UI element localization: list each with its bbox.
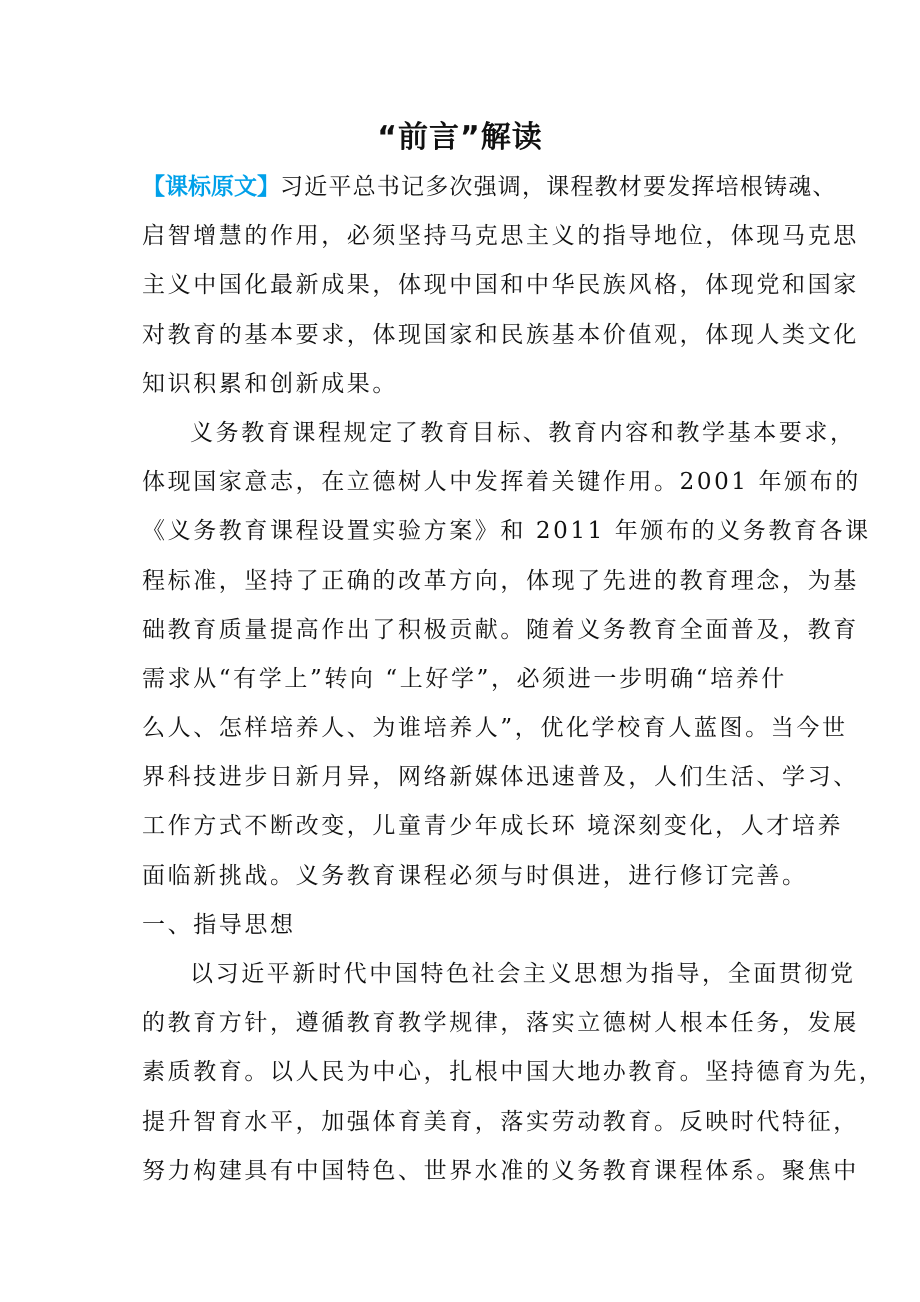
text-line: 以习近平新时代中国特色社会主义思想为指导，全面贯彻党 [190, 961, 856, 987]
text-line: 知识积累和创新成果。 [142, 370, 398, 397]
text-line: 启智增慧的作用，必须坚持马克思主义的指导地位，体现马克思 [142, 223, 859, 250]
text-line: 提升智育水平，加强体育美育，落实劳动教育。反映时代特征， [142, 1108, 859, 1135]
page-title: “前言”解读 [377, 120, 543, 155]
text-line: 素质教育。以人民为中心，扎根中国大地办教育。坚持德育为先， [142, 1059, 885, 1086]
text-line: 主义中国化最新成果，体现中国和中华民族风格，体现党和国家 [142, 272, 859, 299]
text-line: 需求从“有学上”转向 “上好学”，必须进一步明确“培养什 [142, 665, 787, 692]
text-line: 体现国家意志，在立德树人中发挥着关键作用。2001 年颁布的 [142, 469, 861, 496]
source-label: 【课标原文】 [142, 174, 280, 200]
text-line: 程标准，坚持了正确的改革方向，体现了先进的教育理念，为基 [142, 567, 859, 594]
text-line: 的教育方针，遵循教育教学规律，落实立德树人根本任务，发展 [142, 1010, 859, 1037]
text-line: 义务教育课程规定了教育目标、教育内容和教学基本要求， [190, 419, 856, 446]
text-line: 《义务教育课程设置实验方案》和 2011 年颁布的义务教育各课 [142, 518, 871, 545]
text-line: 础教育质量提高作出了积极贡献。随着义务教育全面普及，教育 [142, 616, 859, 643]
text-line: 么人、怎样培养人、为谁培养人”，优化学校育人蓝图。当今世 [142, 715, 848, 742]
document-body [142, 163, 885, 1196]
text-line: 努力构建具有中国特色、世界水准的义务教育课程体系。聚焦中 [142, 1157, 859, 1184]
text-line: 工作方式不断改变，儿童青少年成长环 境深刻变化，人才培养 [142, 813, 844, 840]
text-line: 对教育的基本要求，体现国家和民族基本价值观，体现人类文化 [142, 321, 859, 348]
text-line: 面临新挑战。义务教育课程必须与时俱进，进行修订完善。 [142, 862, 808, 889]
text-line-content: 习近平总书记多次强调，课程教材要发挥培根铸魂、 [280, 174, 837, 200]
section-heading: 一、指导思想 [142, 911, 296, 938]
text-line: 界科技进步日新月异，网络新媒体迅速普及，人们生活、学习、 [142, 764, 859, 791]
text-line [142, 163, 837, 212]
